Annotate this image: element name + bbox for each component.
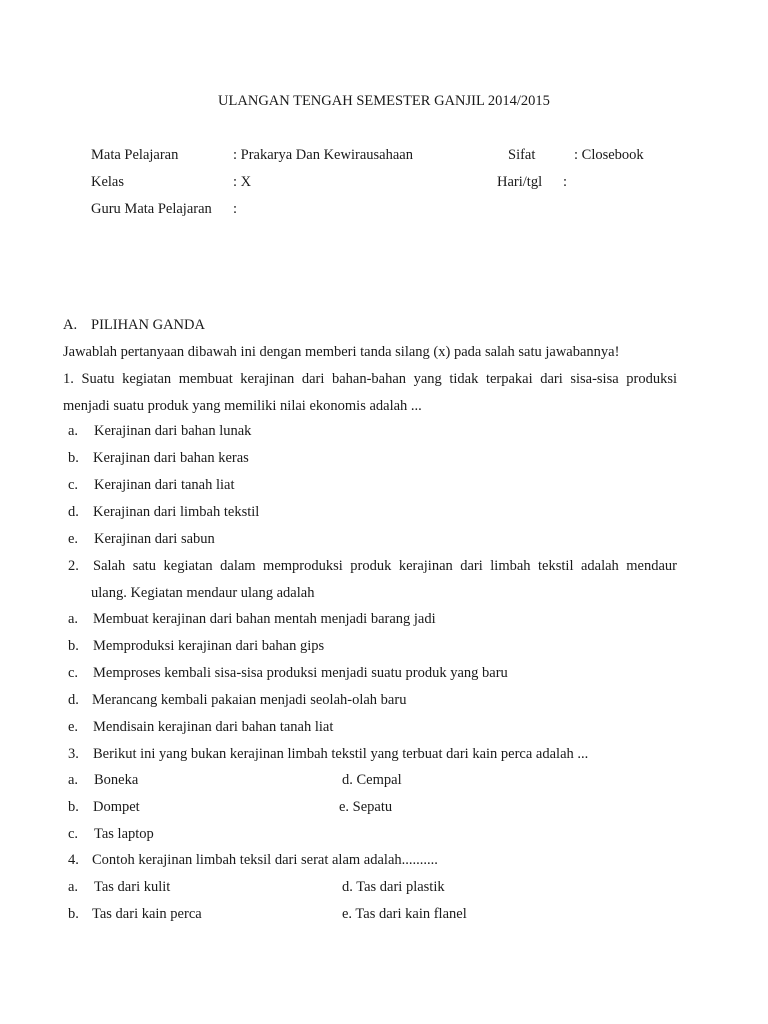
q4-option-a-text: Tas dari kulit bbox=[94, 879, 171, 895]
q2-option-a-letter: a. bbox=[68, 611, 79, 627]
section-title: PILIHAN GANDA bbox=[91, 317, 205, 333]
kelas-value: : X bbox=[233, 174, 252, 190]
q3-option-b-letter: b. bbox=[68, 799, 79, 815]
q1-option-d-text: Kerajinan dari limbah tekstil bbox=[93, 504, 260, 520]
question-3-number: 3. bbox=[68, 746, 79, 762]
question-2-number: 2. bbox=[68, 558, 79, 574]
q1-option-c-text: Kerajinan dari tanah liat bbox=[94, 477, 235, 493]
question-4-text: Contoh kerajinan limbah teksil dari serat alam adalah.......... bbox=[92, 852, 438, 868]
mata-pelajaran-value: : Prakarya Dan Kewirausahaan bbox=[233, 147, 413, 163]
q1-option-e-letter: e. bbox=[68, 531, 79, 547]
q2-option-b-letter: b. bbox=[68, 638, 79, 654]
q4-option-b-letter: b. bbox=[68, 906, 79, 922]
question-1-line-2: menjadi suatu produk yang memiliki nilai ekonomis adalah ... bbox=[63, 398, 422, 414]
q4-option-e-text: e. Tas dari kain flanel bbox=[342, 906, 467, 922]
q2-option-c-letter: c. bbox=[68, 665, 79, 681]
q3-option-a-text: Boneka bbox=[94, 772, 139, 788]
q1-option-a-text: Kerajinan dari bahan lunak bbox=[94, 423, 252, 439]
q3-option-e-text: e. Sepatu bbox=[339, 799, 393, 815]
sifat-value: : Closebook bbox=[574, 147, 644, 163]
mata-pelajaran-label: Mata Pelajaran bbox=[91, 147, 179, 163]
sifat-label: Sifat bbox=[508, 147, 536, 163]
q3-option-c-text: Tas laptop bbox=[94, 826, 154, 842]
guru-value: : bbox=[233, 201, 238, 217]
page-title: ULANGAN TENGAH SEMESTER GANJIL 2014/2015 bbox=[218, 93, 550, 109]
q1-option-b-letter: b. bbox=[68, 450, 79, 466]
q2-option-e-letter: e. bbox=[68, 719, 79, 735]
q3-option-c-letter: c. bbox=[68, 826, 79, 842]
q4-option-a-letter: a. bbox=[68, 879, 79, 895]
q2-option-b-text: Memproduksi kerajinan dari bahan gips bbox=[93, 638, 325, 654]
q3-option-a-letter: a. bbox=[68, 772, 79, 788]
q1-option-e-text: Kerajinan dari sabun bbox=[94, 531, 215, 547]
q2-option-e-text: Mendisain kerajinan dari bahan tanah liat bbox=[93, 719, 334, 735]
q1-option-b-text: Kerajinan dari bahan keras bbox=[93, 450, 249, 466]
q2-option-c-text: Memproses kembali sisa-sisa produksi menjadi suatu produk yang baru bbox=[93, 665, 508, 681]
hari-tgl-label: Hari/tgl bbox=[497, 174, 543, 190]
hari-tgl-value: : bbox=[563, 174, 568, 190]
question-4-number: 4. bbox=[68, 852, 79, 868]
question-2-line-1: Salah satu kegiatan dalam memproduksi produk kerajinan dari limbah tekstil adalah mendaur bbox=[93, 558, 677, 574]
section-letter: A. bbox=[63, 317, 78, 333]
question-2-line-2: ulang. Kegiatan mendaur ulang adalah bbox=[91, 585, 315, 601]
guru-label: Guru Mata Pelajaran bbox=[91, 201, 212, 217]
q1-option-a-letter: a. bbox=[68, 423, 79, 439]
q3-option-b-text: Dompet bbox=[93, 799, 140, 815]
q4-option-d-text: d. Tas dari plastik bbox=[342, 879, 445, 895]
question-3-text: Berikut ini yang bukan kerajinan limbah tekstil yang terbuat dari kain perca adalah ... bbox=[93, 746, 589, 762]
question-1-line-1: 1. Suatu kegiatan membuat kerajinan dari bahan-bahan yang tidak terpakai dari sisa-sisa produksi bbox=[63, 371, 677, 387]
q4-option-b-text: Tas dari kain perca bbox=[92, 906, 202, 922]
q1-option-c-letter: c. bbox=[68, 477, 79, 493]
section-instruction: Jawablah pertanyaan dibawah ini dengan memberi tanda silang (x) pada salah satu jawabannya! bbox=[63, 344, 620, 360]
q2-option-d-text: Merancang kembali pakaian menjadi seolah-olah baru bbox=[92, 692, 407, 708]
q3-option-d-text: d. Cempal bbox=[342, 772, 402, 788]
q2-option-a-text: Membuat kerajinan dari bahan mentah menjadi barang jadi bbox=[93, 611, 436, 627]
kelas-label: Kelas bbox=[91, 174, 125, 190]
q1-option-d-letter: d. bbox=[68, 504, 79, 520]
q2-option-d-letter: d. bbox=[68, 692, 79, 708]
